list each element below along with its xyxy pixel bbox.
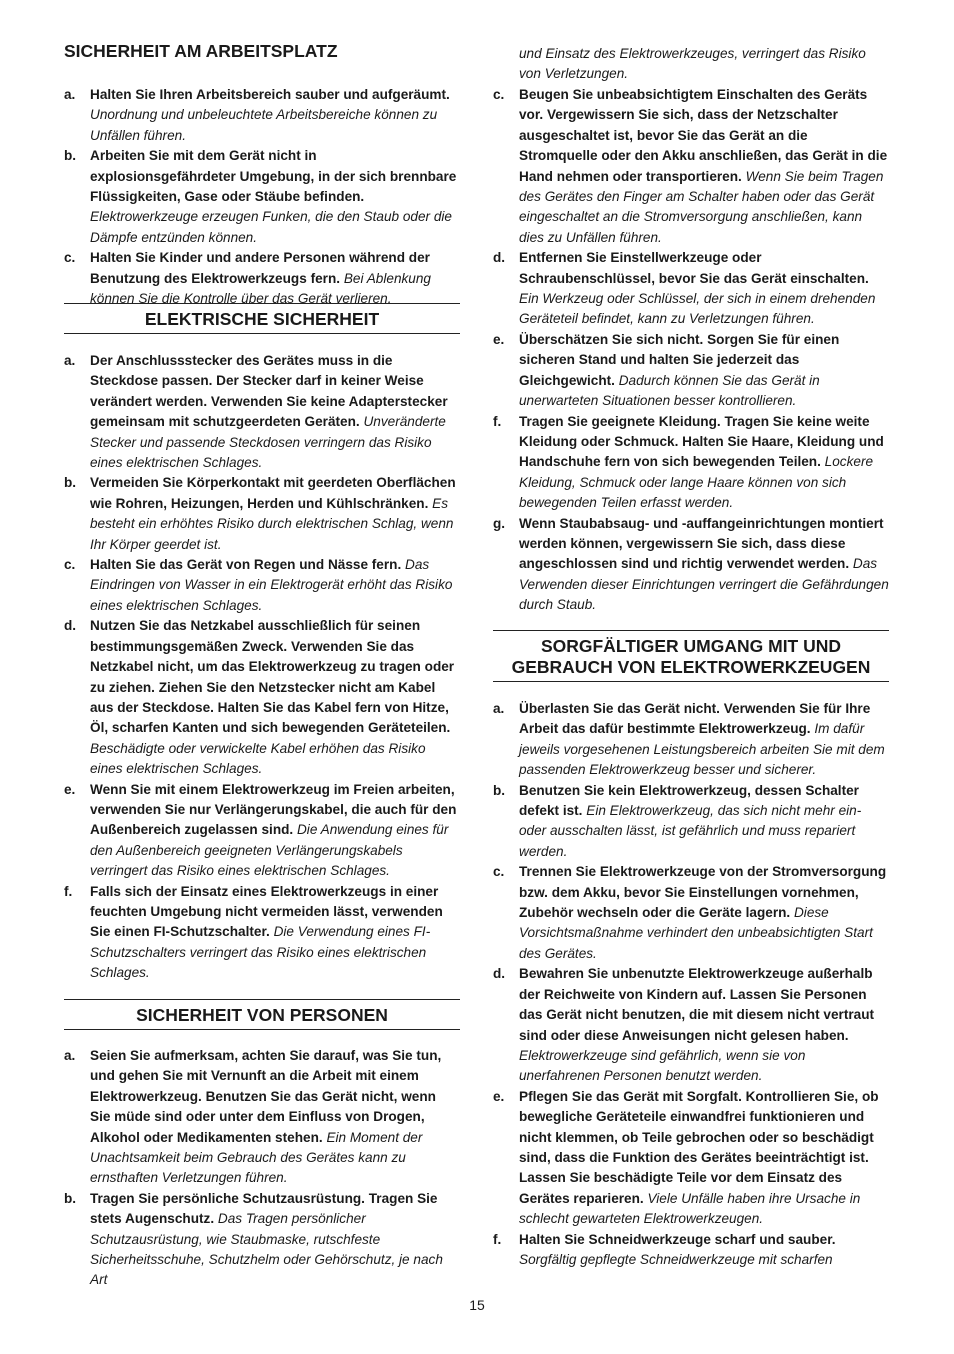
list-item: b. Benutzen Sie kein Elektrowerkzeug, dessen Schalter defekt ist. Ein Elektrowerkzeug, das sich nicht mehr ein- oder ausschalten lässt, ist gefährlich und muss repariert werden. xyxy=(493,782,862,859)
list-item: g. Wenn Staubabsaug- und -auffangeinrichtungen montiert werden können, vergewissern Sie sich, dass diese angeschlossen sind und richtig verwendet werden. Das Verwenden dieser Einrichtungen verringert die Gefährdungen durch Staub. xyxy=(493,515,889,613)
list-item: c. Halten Sie das Gerät von Regen und Nässe fern. Das Eindringen von Wasser in ein Elektrogerät erhöht das Risiko eines elektrischen Schlages. xyxy=(64,557,453,613)
list-item: c. Halten Sie Kinder und andere Personen während der Benutzung des Elektrowerkzeugs fern. Bei Ablenkung können Sie die Kontrolle über das Gerät verlieren. xyxy=(64,250,431,307)
list-item: c. Beugen Sie unbeabsichtigtem Einschalten des Geräts vor. Vergewissern Sie sich, dass der Netzschalter ausgeschaltet ist, bevor Sie das Gerät an die Stromquelle oder den Akku anschließen, das Gerät in die Hand nehmen oder transportieren. Wenn Sie beim Tragen des Gerätes den Finger am Schalter haben oder das Gerät eingeschaltet an die Stromversorgung anschließen, kann dies zu Unfällen führen. xyxy=(493,87,888,245)
section-title-line-1: SORGFÄLTIGER UMGANG MIT UND xyxy=(540,636,842,656)
section-title-workplace-safety: SICHERHEIT AM ARBEITSPLATZ xyxy=(64,41,338,61)
section-title-electrical-safety: ELEKTRISCHE SICHERHEIT xyxy=(64,303,460,334)
list-item: a. Halten Sie Ihren Arbeitsbereich sauber und aufgeräumt. Unordnung und unbeleuchtete Arbeitsbereiche können zu Unfällen führen. xyxy=(64,87,450,143)
section-title-line-2: GEBRAUCH VON ELEKTROWERKZEUGEN xyxy=(511,657,871,677)
list-item: c. Trennen Sie Elektrowerkzeuge von der Stromversorgung bzw. dem Akku, bevor Sie Einstellungen vornehmen, Zubehör wechseln oder die Geräte lagern. Diese Vorsichtsmaßnahme verhindert den unbeabsichtigten Start des Gerätes. xyxy=(493,864,887,961)
tool-handling-list xyxy=(493,699,889,1270)
list-item: b. Vermeiden Sie Körperkontakt mit geerdeten Oberflächen wie Rohren, Heizungen, Herden und Kühlschränken. Es besteht ein erhöhtes Risiko durch elektrischen Schlag, wenn Ihr Körper geerdet ist. xyxy=(64,475,456,552)
list-item: d. Nutzen Sie das Netzkabel ausschließlich für seinen bestimmungsgemäßen Zweck. Verwenden Sie das Netzkabel nicht, um das Elektrowerkzeug zu tragen oder zu ziehen. Ziehen Sie den Netzstecker nicht am Kabel aus der Steckdose. Halten Sie das Kabel fern von Hitze, Öl, scharfen Kanten und sich bewegenden Geräteteilen. Beschädigte oder verwickelte Kabel erhöhen das Risiko eines elektrischen Schlages. xyxy=(64,618,455,777)
workplace-safety-list xyxy=(64,85,460,309)
section-title-personal-safety: SICHERHEIT VON PERSONEN xyxy=(64,999,460,1030)
personal-safety-list xyxy=(64,1046,460,1291)
personal-safety-list-continued xyxy=(493,85,889,616)
list-item: f. Tragen Sie geeignete Kleidung. Tragen Sie keine weite Kleidung oder Schmuck. Halten Sie Haare, Kleidung und Handschuhe fern von sich bewegenden Teilen. Lockere Kleidung, Schmuck oder lange Haare können von sich bewegenden Teilen erfasst werden. xyxy=(493,413,884,511)
list-item: d. Entfernen Sie Einstellwerkzeuge oder Schraubenschlüssel, bevor Sie das Gerät einschalten. Ein Werkzeug oder Schlüssel, der sich in einem drehenden Geräteteil befindet, kann zu Verletzungen führen. xyxy=(493,250,876,327)
list-item: e. Wenn Sie mit einem Elektrowerkzeug im Freien arbeiten, verwenden Sie nur Verlängerungskabel, die auch für den Außenbereich zugelassen sind. Die Anwendung eines für den Außenbereich geeigneten Verlängerungskabels verringert das Risiko eines elektrischen Schlages. xyxy=(64,781,457,879)
list-item: f. Falls sich der Einsatz eines Elektrowerkzeugs in einer feuchten Umgebung nicht vermeiden lässt, verwenden Sie einen FI-Schutzschalter. Die Verwendung eines FI-Schutzschalters verringert das Risiko eines elektrischen Schlages. xyxy=(64,883,443,981)
list-item: b. Arbeiten Sie mit dem Gerät nicht in explosionsgefährdeter Umgebung, in der sich brennbare Flüssigkeiten, Gase oder Stäube befinden. Elektrowerkzeuge erzeugen Funken, die den Staub oder die Dämpfe entzünden können. xyxy=(64,148,457,245)
continued-text: und Einsatz des Elektrowerkzeuges, verringert das Risiko von Verletzungen. xyxy=(519,46,866,82)
list-item: e. Pflegen Sie das Gerät mit Sorgfalt. Kontrollieren Sie, ob bewegliche Geräteteile einwandfrei funktionieren und nicht klemmen, ob Teile gebrochen oder so beschädigt sind, dass die Funktion des Gerätes beeinträchtigt ist. Lassen Sie beschädigte Teile vor dem Einsatz des Gerätes reparieren. Viele Unfälle haben ihre Ursache in schlecht gewarteten Elektrowerkzeugen. xyxy=(493,1088,879,1227)
list-item: f. Halten Sie Schneidwerkzeuge scharf und sauber. Sorgfältig gepflegte Schneidwerkzeuge mit scharfen xyxy=(493,1231,836,1267)
list-item: a. Der Anschlussstecker des Gerätes muss in die Steckdose passen. Der Stecker darf in keiner Weise verändert werden. Verwenden Sie keine Adapterstecker gemeinsam mit schutzgeerdeten Geräten. Unveränderte Stecker und passende Steckdosen verringern das Risiko eines elektrischen Schlages. xyxy=(64,353,448,471)
list-item: e. Überschätzen Sie sich nicht. Sorgen Sie für einen sicheren Stand und halten Sie jederzeit das Gleichgewicht. Dadurch können Sie das Gerät in unerwarteten Situationen besser kontrollieren. xyxy=(493,331,840,409)
section-title-tool-handling xyxy=(493,630,889,682)
page-number: 15 xyxy=(469,1297,485,1313)
list-item: a. Überlasten Sie das Gerät nicht. Verwenden Sie für Ihre Arbeit das dafür bestimmte Elektrowerkzeug. Im dafür jeweils vorgesehenen Leistungsbereich arbeiten Sie mit dem passenden Elektrowerkzeug besser und sicherer. xyxy=(493,701,885,778)
list-item: a. Seien Sie aufmerksam, achten Sie darauf, was Sie tun, und gehen Sie mit Vernunft an die Arbeit mit einem Elektrowerkzeug. Benutzen Sie das Gerät nicht, wenn Sie müde sind oder unter dem Einfluss von Drogen, Alkohol oder Medikamenten stehen. Ein Moment der Unachtsamkeit beim Gebrauch des Gerätes kann zu ernsthaften Verletzungen führen. xyxy=(64,1048,442,1186)
list-item: d. Bewahren Sie unbenutzte Elektrowerkzeuge außerhalb der Reichweite von Kindern auf. Lassen Sie Personen das Gerät nicht benutzen, die mit diesem nicht vertraut sind oder diese Anweisungen nicht gelesen haben. Elektrowerkzeuge sind gefährlich, wenn sie von unerfahrenen Personen benutzt werden. xyxy=(493,966,875,1084)
electrical-safety-list xyxy=(64,351,460,984)
list-item: b. Tragen Sie persönliche Schutzausrüstung. Tragen Sie stets Augenschutz. Das Tragen persönlicher Schutzausrüstung, wie Staubmaske, rutschfeste Sicherheitsschuhe, Schutzhelm oder Gehörschutz, je nach Art xyxy=(64,1190,443,1288)
